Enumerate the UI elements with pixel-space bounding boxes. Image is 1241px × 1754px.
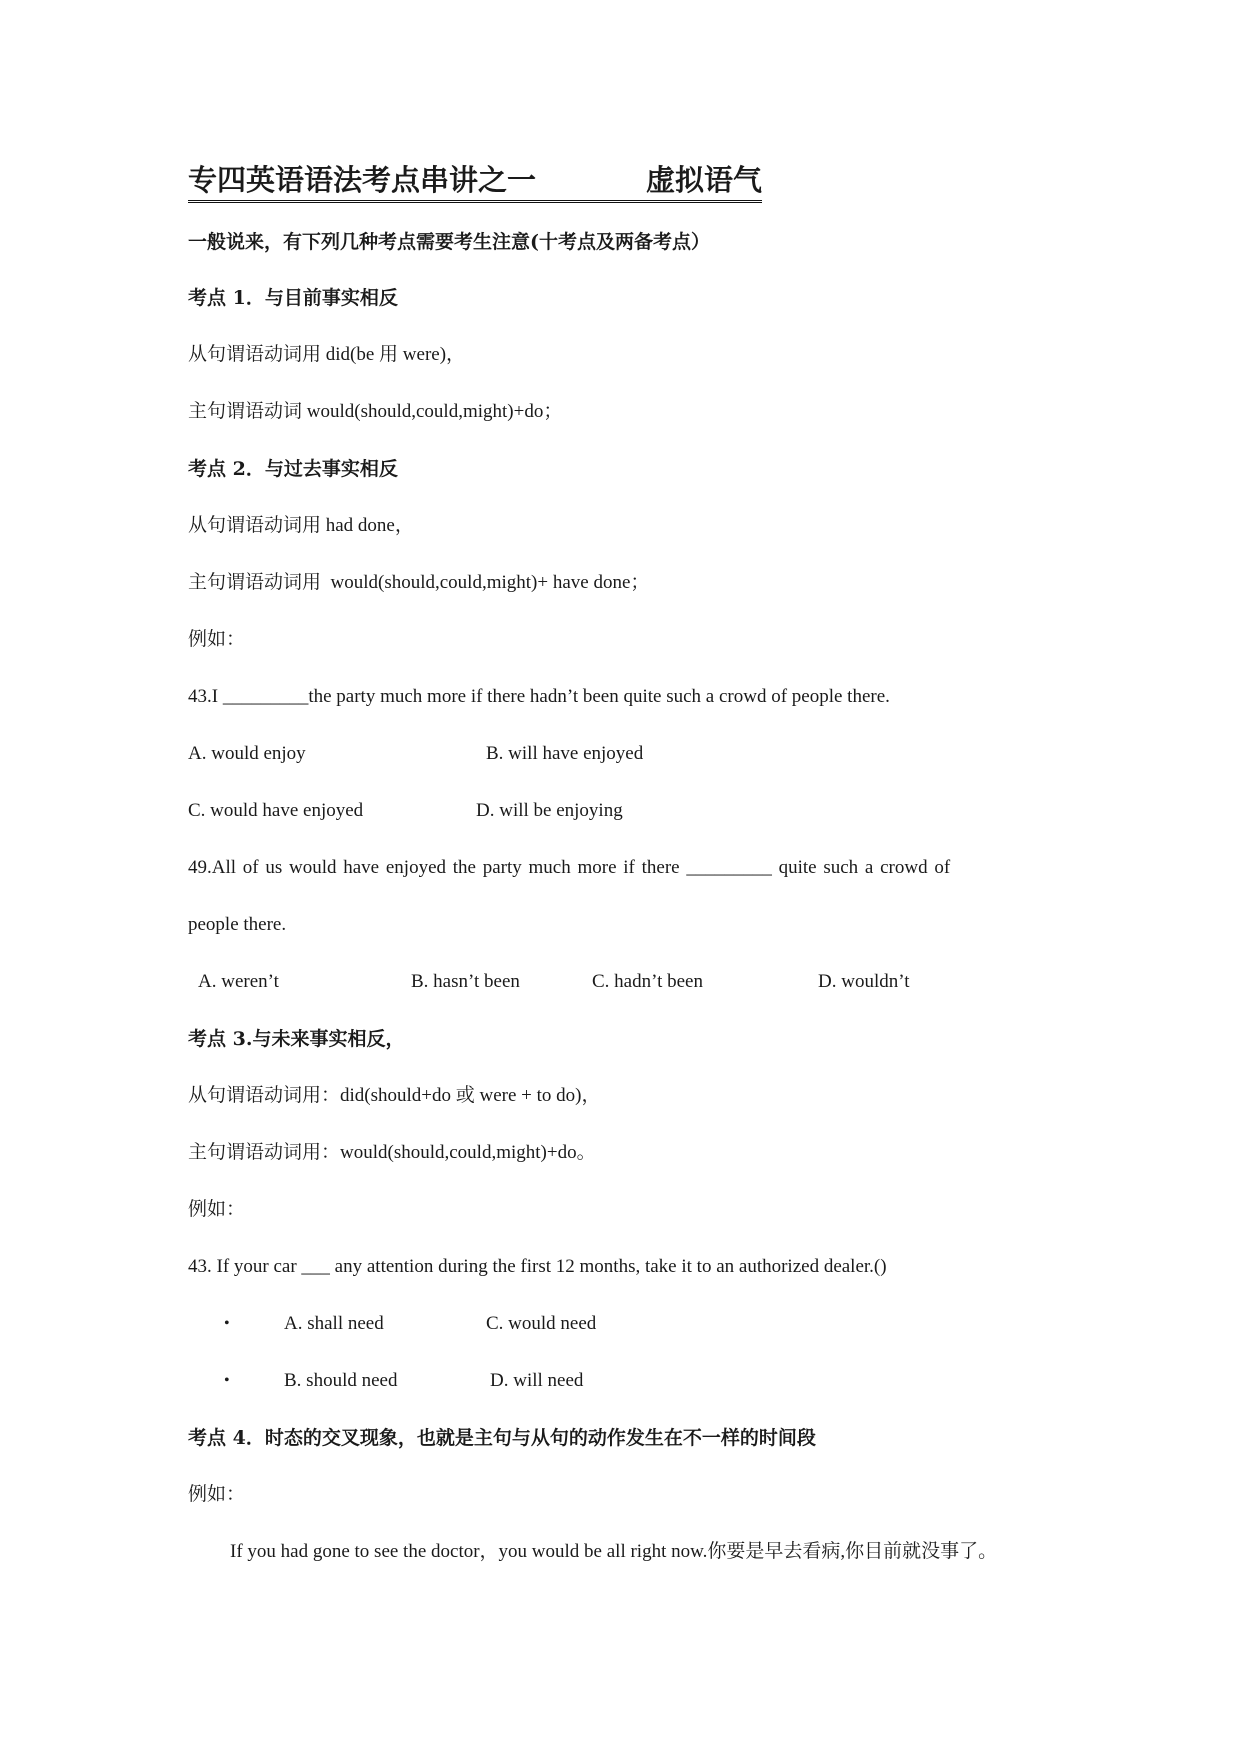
question-43b-option-d: D. will need bbox=[490, 1370, 584, 1391]
intro-text: 一般说来，有下列几种考点需要考生注意(十考点及两备考点） bbox=[188, 231, 710, 253]
question-43-option-c: C. would have enjoyed bbox=[188, 800, 364, 821]
question-49-option-a: A. weren’t bbox=[198, 971, 279, 992]
point4-example-sentence: If you had gone to see the doctor，you would be all right now.你要是早去看病,你目前就没事了。 bbox=[230, 1541, 998, 1562]
point2-clause: 从句谓语动词用 had done， bbox=[188, 515, 414, 536]
question-43b-stem: 43. If your car ___ any attention during the first 12 months, take it to an authorized dealer.() bbox=[188, 1256, 887, 1277]
point4-heading: 考点 4．时态的交叉现象，也就是主句与从句的动作发生在不一样的时间段 bbox=[188, 1427, 816, 1449]
question-49-stem-cont: people there. bbox=[188, 914, 287, 935]
point1-clause: 从句谓语动词用 did(be 用 were)， bbox=[188, 344, 466, 365]
page-title-topic: 虚拟语气 bbox=[646, 163, 763, 197]
question-43b-option-c: C. would need bbox=[486, 1313, 597, 1334]
point2-example-label: 例如： bbox=[188, 629, 246, 650]
point1-main: 主句谓语动词 would(should,could,might)+do； bbox=[188, 401, 563, 422]
question-49-option-d: D. wouldn’t bbox=[818, 971, 910, 992]
point3-main: 主句谓语动词用：would(should,could,might)+do。 bbox=[188, 1142, 596, 1163]
question-43-option-d: D. will be enjoying bbox=[476, 800, 623, 821]
question-43b-option-b: B. should need bbox=[284, 1370, 398, 1391]
question-43-stem: 43.I _________the party much more if there hadn’t been quite such a crowd of people there. bbox=[188, 686, 890, 707]
question-49-stem: 49.All of us would have enjoyed the party much more if there _________ quite such a crowd of bbox=[188, 857, 951, 878]
question-43-option-b: B. will have enjoyed bbox=[486, 743, 644, 764]
question-43-option-a: A. would enjoy bbox=[188, 743, 306, 764]
bullet-icon: • bbox=[224, 1372, 230, 1389]
point3-heading: 考点 3.与未来事实相反， bbox=[188, 1028, 405, 1050]
page-title bbox=[188, 162, 762, 203]
point2-main: 主句谓语动词用 would(should,could,might)+ have done； bbox=[188, 572, 650, 593]
point2-heading: 考点 2．与过去事实相反 bbox=[188, 458, 398, 480]
page-title-main: 专四英语语法考点串讲之一 bbox=[188, 163, 537, 197]
question-43b-option-a: A. shall need bbox=[284, 1313, 384, 1334]
question-49-option-c: C. hadn’t been bbox=[592, 971, 703, 992]
point4-example-label: 例如： bbox=[188, 1484, 246, 1505]
point3-example-label: 例如： bbox=[188, 1199, 246, 1220]
question-49-option-b: B. hasn’t been bbox=[411, 971, 520, 992]
point3-clause: 从句谓语动词用：did(should+do 或 were + to do)， bbox=[188, 1085, 601, 1106]
point1-heading: 考点 1．与目前事实相反 bbox=[188, 287, 398, 309]
bullet-icon: • bbox=[224, 1315, 230, 1332]
